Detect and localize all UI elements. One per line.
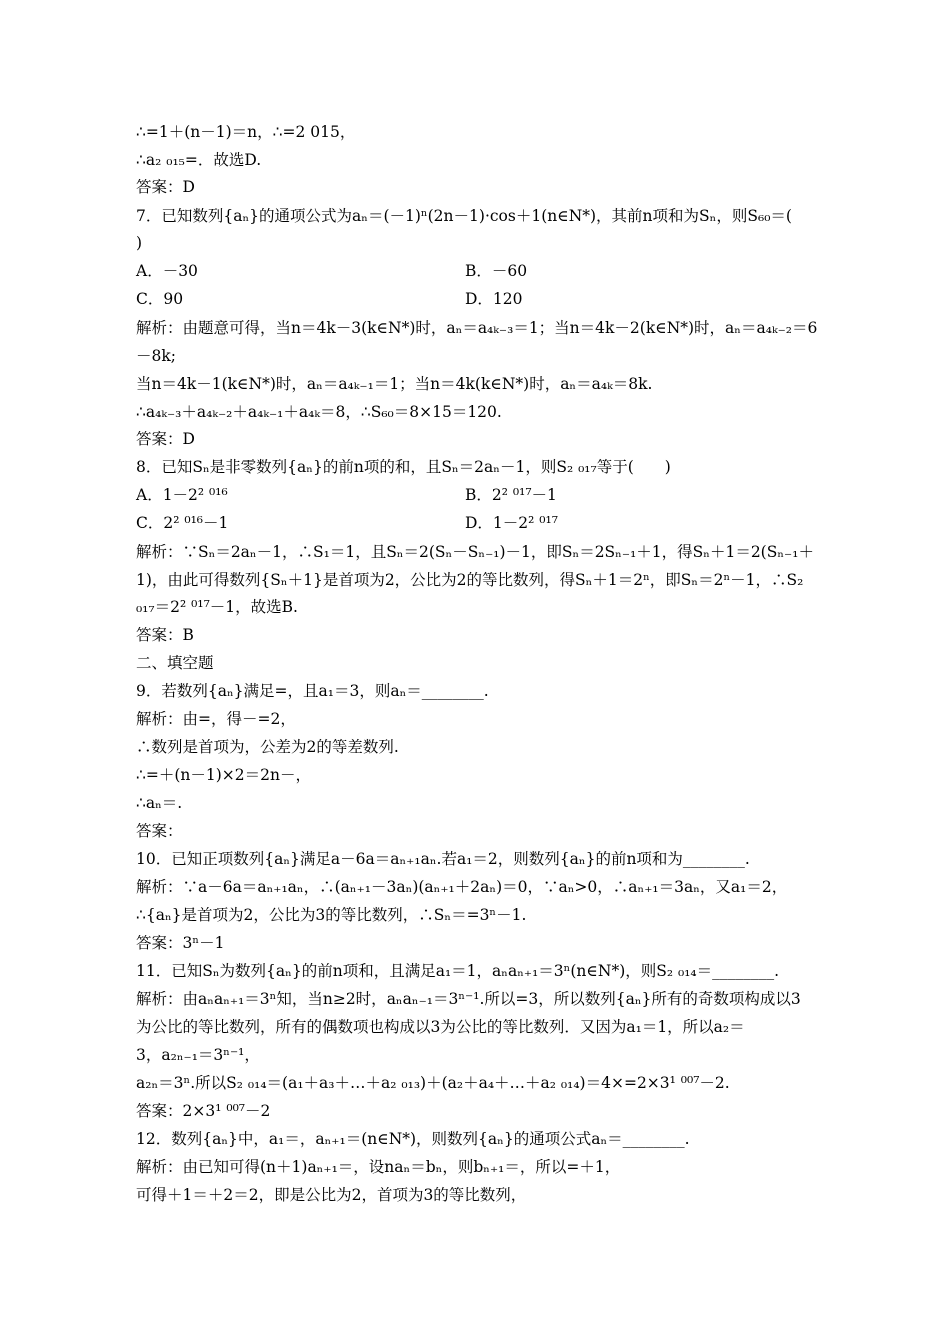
answer-line: 答案：D	[136, 430, 195, 448]
solution-line: 解析：由已知可得(n＋1)aₙ₊₁＝，设naₙ＝bₙ，则bₙ₊₁＝，所以=＋1，	[136, 1158, 621, 1176]
option-b: B．2² ⁰¹⁷－1	[465, 486, 557, 504]
option-d: D．1－2² ⁰¹⁷	[465, 514, 558, 532]
text-line: ∴{aₙ}是首项为2，公比为3的等比数列，∴Sₙ＝=3ⁿ－1.	[136, 906, 527, 924]
text-line: )	[136, 234, 143, 252]
option-a: A．1－2² ⁰¹⁶	[136, 486, 228, 504]
question-7: 7．已知数列{aₙ}的通项公式为aₙ＝(－1)ⁿ(2n－1)·cos＋1(n∈N*)，其前n项和为Sₙ，则S₆₀＝(	[136, 207, 792, 225]
option-c: C．90	[136, 290, 184, 308]
solution-line: 解析：∵Sₙ＝2aₙ－1，∴S₁＝1，且Sₙ＝2(Sₙ－Sₙ₋₁)－1，即Sₙ＝2Sₙ₋₁＋1，得Sₙ＋1＝2(Sₙ₋₁＋	[136, 543, 814, 561]
text-line: ∴数列是首项为，公差为2的等差数列.	[136, 738, 399, 756]
text-line: 1)，由此可得数列{Sₙ＋1}是首项为2，公比为2的等比数列，得Sₙ＋1＝2ⁿ，即Sₙ＝2ⁿ－1，∴S₂	[136, 571, 804, 589]
solution-line: 解析：∵a－6a＝aₙ₊₁aₙ，∴(aₙ₊₁－3aₙ)(aₙ₊₁＋2aₙ)＝0，∵aₙ>0，∴aₙ₊₁＝3aₙ，又a₁＝2，	[136, 878, 788, 896]
text-line: a₂ₙ＝3ⁿ.所以S₂ ₀₁₄＝(a₁＋a₃＋…＋a₂ ₀₁₃)＋(a₂＋a₄＋…＋a₂ ₀₁₄)＝4×=2×3¹ ⁰⁰⁷－2.	[136, 1074, 730, 1092]
text-line: －8k;	[136, 347, 176, 365]
text-line: 3，a₂ₙ₋₁＝3ⁿ⁻¹，	[136, 1046, 260, 1064]
question-11: 11．已知Sₙ为数列{aₙ}的前n项和，且满足a₁＝1，aₙaₙ₊₁＝3ⁿ(n∈N*)，则S₂ ₀₁₄＝________.	[136, 962, 780, 980]
solution-line: 解析：由aₙaₙ₊₁＝3ⁿ知，当n≥2时，aₙaₙ₋₁＝3ⁿ⁻¹.所以=3，所以数列{aₙ}所有的奇数项构成以3	[136, 990, 801, 1008]
answer-line: 答案：	[136, 822, 183, 840]
option-d: D．120	[465, 290, 523, 308]
text-line: 当n＝4k－1(k∈N*)时，aₙ＝a₄ₖ₋₁＝1；当n＝4k(k∈N*)时，aₙ＝a₄ₖ＝8k.	[136, 375, 653, 393]
answer-line: 答案：3ⁿ－1	[136, 934, 225, 952]
text-line: 可得＋1＝＋2＝2，即是公比为2，首项为3的等比数列，	[136, 1186, 527, 1204]
answer-line: 答案：2×3¹ ⁰⁰⁷－2	[136, 1102, 271, 1120]
text-line: ∴a₄ₖ₋₃＋a₄ₖ₋₂＋a₄ₖ₋₁＋a₄ₖ＝8，∴S₆₀＝8×15＝120.	[136, 403, 502, 421]
question-9: 9．若数列{aₙ}满足=，且a₁＝3，则aₙ＝________.	[136, 682, 489, 700]
question-8: 8．已知Sₙ是非零数列{aₙ}的前n项的和，且Sₙ＝2aₙ－1，则S₂ ₀₁₇等于( )	[136, 458, 671, 476]
question-12: 12．数列{aₙ}中，a₁＝，aₙ₊₁＝(n∈N*)，则数列{aₙ}的通项公式aₙ＝________.	[136, 1130, 690, 1148]
text-line: 为公比的等比数列，所有的偶数项也构成以3为公比的等比数列．又因为a₁＝1，所以a₂＝	[136, 1018, 745, 1036]
option-c: C．2² ⁰¹⁶－1	[136, 514, 229, 532]
answer-line: 答案：B	[136, 626, 194, 644]
text-line: ∴a₂ ₀₁₅=．故选D.	[136, 151, 262, 169]
question-10: 10．已知正项数列{aₙ}满足a－6a＝aₙ₊₁aₙ.若a₁＝2，则数列{aₙ}的前n项和为________.	[136, 850, 750, 868]
text-line: ∴=＋(n－1)×2＝2n－，	[136, 766, 311, 784]
section-heading: 二、填空题	[136, 654, 214, 672]
solution-line: 解析：由=，得－=2，	[136, 710, 296, 728]
solution-line: 解析：由题意可得，当n＝4k－3(k∈N*)时，aₙ＝a₄ₖ₋₃＝1；当n＝4k－2(k∈N*)时，aₙ＝a₄ₖ₋₂＝6	[136, 319, 818, 337]
option-b: B．－60	[465, 262, 528, 280]
option-a: A．－30	[136, 262, 198, 280]
text-line: ₀₁₇＝2² ⁰¹⁷－1，故选B.	[136, 598, 298, 616]
answer-line: 答案：D	[136, 178, 195, 196]
text-line: ∴=1＋(n－1)＝n，∴=2 015，	[136, 123, 356, 141]
text-line: ∴aₙ＝.	[136, 794, 183, 812]
